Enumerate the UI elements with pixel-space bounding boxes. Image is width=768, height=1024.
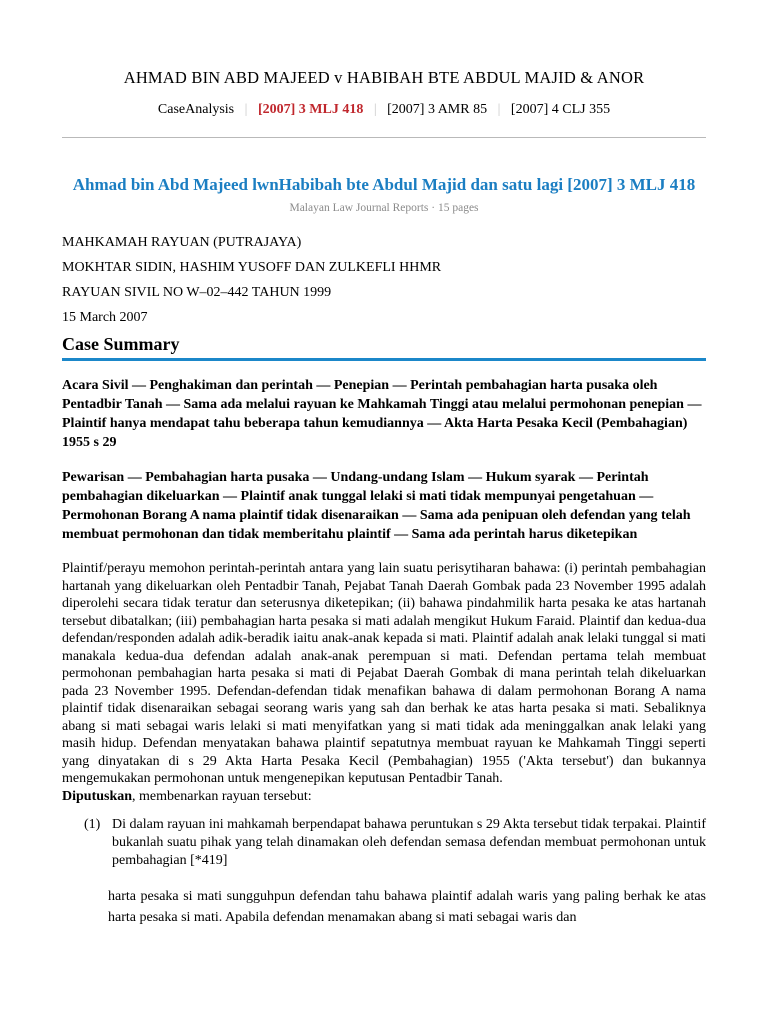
summary-paragraph: Plaintif/perayu memohon perintah-perintah antara yang lain suatu perisytiharan bahawa: (i) perintah pembahagian hartanah yang dikeluarkan oleh Pentadbir Tanah, Pejabat Tanah Daerah Gombak pada 23 November 1995 adalah diperolehi secara tidak teratur dan seterusnya diketepikan; (ii) bahawa pindahmilik harta pesaka ke atas hartanah tersebut dibatalkan; (iii) pembahagian harta pesaka si mati adalah mengikut Hukum Faraid. Plaintif dan kedua-dua defendan/responden adalah adik-beradik iaitu anak-anak kepada si mati. Plaintif adalah anak lelaki tunggal si mati manakala kedua-dua defendan adalah anak-anak perempuan si mati. Defendan pertama telah membuat permohonan pembahagian harta pesaka si mati di Pejabat Daerah Gombak di mana perintah telah dikeluarkan pada 23 November 1995. Defendan-defendan tidak menafikan bahawa di dalam permohonan Borang A nama plaintif tidak disenaraikan sebagai seorang waris yang sah dan berhak ke atas harta pesaka si mati. Sebaliknya abang si mati sebagai waris lelaki si mati menyifatkan yang si mati tidak ada meninggalkan anak lelaki yang masih hidup. Defendan menyatakan bahawa plaintif sepatutnya membuat rayuan ke Mahkamah Tinggi seperti yang dinyatakan di s 29 Akta Harta Pesaka Kecil (Pembahagian) 1955 ('Akta tersebut') dan bukannya mengemukakan permohonan untuk mengenepikan keputusan Pentadbir Tanah. [62, 561, 706, 786]
header-divider [62, 137, 706, 138]
citation-amr-link[interactable]: [2007] 3 AMR 85 [387, 102, 488, 117]
citation-clj-link[interactable]: [2007] 4 CLJ 355 [510, 102, 611, 117]
held-text: , membenarkan rayuan tersebut: [132, 788, 312, 804]
document-title: Ahmad bin Abd Majeed lwnHabibah bte Abdul Majid dan satu lagi [2007] 3 MLJ 418 [72, 175, 696, 194]
judges: MOKHTAR SIDIN, HASHIM YUSOFF DAN ZULKEFLI HHMR [62, 260, 442, 275]
document-meta: Malayan Law Journal Reports · 15 pages [289, 202, 479, 214]
citation-mlj-link[interactable]: [2007] 3 MLJ 418 [257, 102, 364, 117]
held-line [62, 788, 706, 806]
judgment-date: 15 March 2007 [62, 310, 148, 325]
section-divider [62, 358, 706, 361]
catchword-paragraph: Pewarisan — Pembahagian harta pusaka — Undang-undang Islam — Hukum syarak — Perintah pembahagian dikeluarkan — Plaintif anak tunggal lelaki si mati tidak mempunyai pengetahuan — Permohonan Borang A nama plaintif tidak disenaraikan — Sama ada penipuan oleh defendan yang telah membuat permohonan dan tidak memberitahu plaintif — Sama ada perintah harus diketepikan [62, 470, 691, 542]
court-name: MAHKAMAH RAYUAN (PUTRAJAYA) [62, 235, 302, 250]
case-details [62, 230, 706, 330]
held-item-continuation: harta pesaka si mati sungguhpun defendan tahu bahawa plaintif adalah waris yang paling berhak ke atas harta pesaka si mati. Apabila defendan menamakan abang si mati sebagai waris dan [108, 888, 706, 925]
case-analysis-link[interactable]: CaseAnalysis [157, 102, 235, 117]
citation-separator: | [497, 102, 501, 117]
held-item-number: (1) [84, 816, 101, 832]
held-label: Diputuskan [62, 788, 133, 804]
section-heading: Case Summary [62, 334, 180, 354]
document-page [62, 0, 706, 928]
case-number: RAYUAN SIVIL NO W–02–442 TAHUN 1999 [62, 285, 332, 300]
held-item [84, 816, 706, 870]
catchword-paragraph: Acara Sivil — Penghakiman dan perintah — Penepian — Perintah pembahagian harta pusaka oleh Pentadbir Tanah — Sama ada melalui rayuan ke Mahkamah Tinggi atau melalui permohonan penepian — Plaintif hanya mendapat tahu beberapa tahun kemudiannya — Akta Harta Pesaka Kecil (Pembahagian) 1955 s 29 [62, 378, 702, 450]
case-title: AHMAD BIN ABD MAJEED v HABIBAH BTE ABDUL MAJID & ANOR [123, 68, 645, 87]
citation-bar [62, 102, 706, 118]
held-item-text: Di dalam rayuan ini mahkamah berpendapat bahawa peruntukan s 29 Akta tersebut tidak terpakai. Plaintif bukanlah suatu pihak yang telah dinamakan oleh defendan semasa defendan membuat permohonan untuk pembahagian [*419] [112, 816, 706, 868]
citation-separator: | [244, 102, 248, 117]
citation-separator: | [373, 102, 377, 117]
